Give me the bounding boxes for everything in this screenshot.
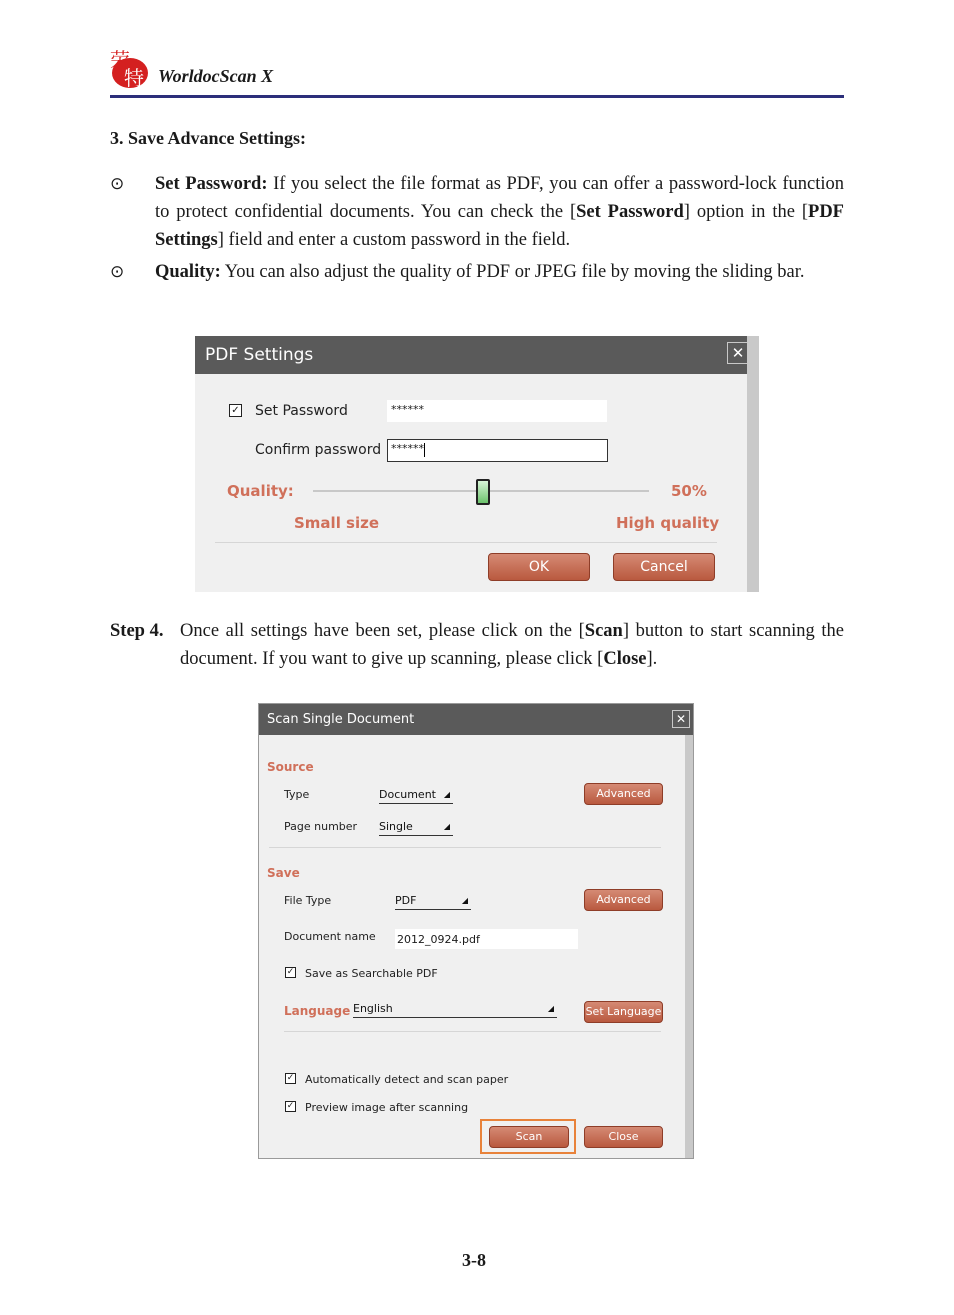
preview-label: Preview image after scanning <box>305 1101 469 1114</box>
page-number: 3-8 <box>462 1250 486 1270</box>
scan-single-document-dialog <box>258 703 694 1159</box>
section-heading: 3. Save Advance Settings: <box>110 128 307 148</box>
divider <box>215 542 717 543</box>
text: ]. <box>646 649 658 669</box>
set-password-checkbox[interactable]: ✓ <box>229 404 242 417</box>
close-button[interactable]: Close <box>584 1126 663 1148</box>
header-title: WorldocScan X <box>158 66 274 86</box>
quality-slider-track[interactable] <box>313 490 649 492</box>
text: If you select the file format as PDF, you can offer a password-lock function to protect confidential documents. You can check the [ <box>155 174 845 222</box>
language-label: Language <box>284 1004 351 1018</box>
auto-detect-checkbox[interactable]: ✓ <box>286 1073 295 1083</box>
confirm-password-label: Confirm password <box>255 442 382 458</box>
file-type-value: PDF <box>395 894 417 907</box>
text: Once all settings have been set, please click on the [ <box>180 621 585 641</box>
bullet-icon: ⊙ <box>110 174 125 194</box>
ok-button[interactable]: OK <box>488 553 590 581</box>
text: ] button to start scanning the document. If you want to give up scanning, please click [ <box>180 621 845 669</box>
document-name-field[interactable] <box>395 929 578 949</box>
text: ] field and enter a custom password in the field. <box>217 230 571 250</box>
bold-text: PDF Settings <box>155 202 844 250</box>
logo-glyph-bottom: 特 <box>124 66 144 90</box>
confirm-password-field[interactable] <box>387 439 608 462</box>
quality-percent: 50% <box>671 482 707 500</box>
document-name-label: Document name <box>284 930 376 943</box>
password-field[interactable] <box>387 400 607 422</box>
quality-slider-thumb[interactable] <box>476 479 490 505</box>
bold-text: Close <box>603 649 647 669</box>
page-number-value: Single <box>379 820 413 833</box>
cancel-button[interactable]: Cancel <box>613 553 715 581</box>
type-label: Type <box>284 788 310 801</box>
source-heading: Source <box>267 760 314 774</box>
logo-glyph-top: 荣 <box>110 48 130 72</box>
set-password-paragraph <box>155 170 844 254</box>
small-size-label: Small size <box>294 514 380 532</box>
set-language-button[interactable]: Set Language <box>584 1001 663 1023</box>
text-cursor <box>424 443 425 457</box>
dialog-scrollbar <box>685 735 693 1158</box>
close-icon[interactable]: ✕ <box>672 710 690 728</box>
pdf-settings-dialog <box>195 336 759 592</box>
page-number-select[interactable] <box>379 820 453 836</box>
set-password-term: Set Password: <box>155 174 268 194</box>
password-value: ****** <box>391 403 424 416</box>
bold-text: Scan <box>584 621 623 641</box>
bullet-icon: ⊙ <box>110 262 125 282</box>
dropdown-arrow-icon: ◢ <box>461 896 468 905</box>
file-type-label: File Type <box>284 894 332 907</box>
dialog-title: Scan Single Document <box>267 712 415 727</box>
dialog-scrollbar <box>747 336 759 592</box>
searchable-pdf-label: Save as Searchable PDF <box>305 967 438 980</box>
text: ] option in the [ <box>683 202 809 222</box>
scan-button[interactable]: Scan <box>489 1126 569 1148</box>
divider <box>284 1031 661 1032</box>
file-type-select[interactable] <box>395 894 471 910</box>
dropdown-arrow-icon: ◢ <box>547 1004 554 1013</box>
source-advanced-button[interactable]: Advanced <box>584 783 663 805</box>
language-value: English <box>353 1002 393 1015</box>
save-advanced-button[interactable]: Advanced <box>584 889 663 911</box>
divider <box>269 847 661 848</box>
high-quality-label: High quality <box>616 514 720 532</box>
confirm-password-value: ****** <box>391 442 424 455</box>
dropdown-arrow-icon: ◢ <box>443 790 450 799</box>
text: You can also adjust the quality of PDF or JPEG file by moving the sliding bar. <box>220 262 805 282</box>
bold-text: Set Password <box>576 202 684 222</box>
document-name-value: 2012_0924.pdf <box>397 933 480 946</box>
worldocscan-logo <box>110 44 150 88</box>
page-number-label: Page number <box>284 820 358 833</box>
auto-detect-label: Automatically detect and scan paper <box>305 1073 509 1086</box>
dialog-title: PDF Settings <box>205 345 314 365</box>
quality-label: Quality: <box>227 482 294 500</box>
dropdown-arrow-icon: ◢ <box>443 822 450 831</box>
close-icon[interactable]: ✕ <box>727 342 749 364</box>
type-select[interactable] <box>379 788 453 804</box>
step4-paragraph <box>180 617 844 673</box>
set-password-label: Set Password <box>255 403 348 419</box>
preview-checkbox[interactable]: ✓ <box>286 1101 295 1111</box>
header-rule <box>110 95 844 98</box>
dialog-titlebar <box>259 704 693 735</box>
type-value: Document <box>379 788 436 801</box>
quality-paragraph <box>155 258 844 286</box>
step4-label: Step 4. <box>110 621 164 641</box>
dialog-titlebar <box>195 336 759 374</box>
quality-term: Quality: <box>155 262 221 282</box>
save-heading: Save <box>267 866 300 880</box>
language-select[interactable] <box>353 1002 557 1018</box>
searchable-pdf-checkbox[interactable]: ✓ <box>286 967 295 977</box>
